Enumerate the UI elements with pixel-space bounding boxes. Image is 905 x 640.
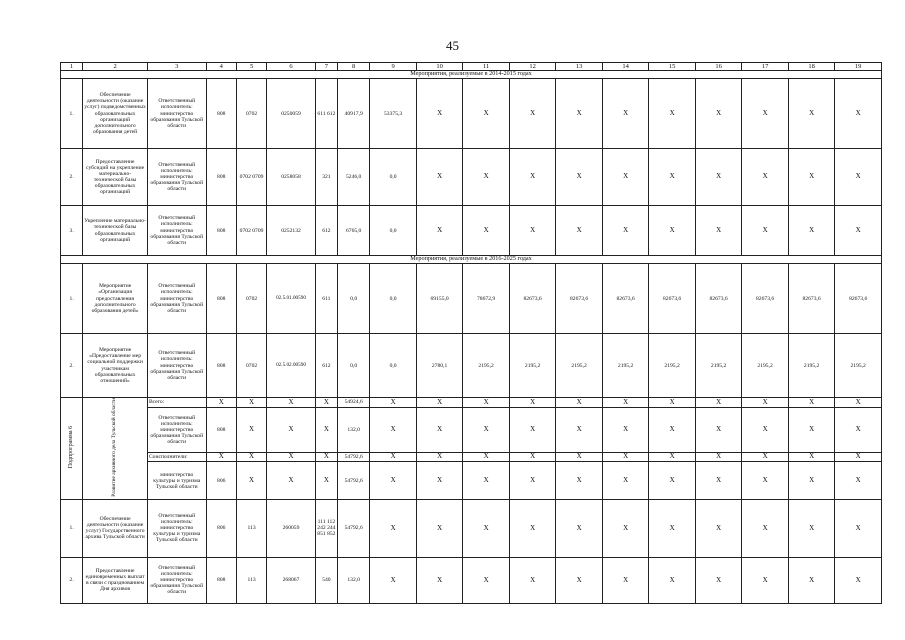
cell: 260059 <box>267 499 316 557</box>
x-mark: Х <box>649 407 696 452</box>
co-executors-label: Соисполнители: <box>147 452 206 462</box>
x-mark: Х <box>602 79 649 149</box>
x-mark: Х <box>463 407 510 452</box>
total-label: Всего: <box>147 398 206 408</box>
row-number: 1. <box>61 264 83 334</box>
executor: Ответственный исполнитель: министерство образования Тульской области <box>147 334 206 398</box>
col-num: 18 <box>788 63 835 71</box>
column-number-row <box>61 63 882 71</box>
cell: 54792,6 <box>338 499 370 557</box>
x-mark: Х <box>788 499 835 557</box>
cell: 0,0 <box>370 264 417 334</box>
x-mark: Х <box>695 462 742 499</box>
event-name: Предоставление единовременных выплат в связи с празднованием Дня архивов <box>83 557 148 603</box>
executor: Ответственный исполнитель: министерство культуры и туризма Тульской области <box>147 499 206 557</box>
table-row <box>61 557 882 603</box>
x-mark: Х <box>695 407 742 452</box>
x-mark: Х <box>236 452 266 462</box>
x-mark: Х <box>509 407 556 452</box>
x-mark: Х <box>649 499 696 557</box>
x-mark: Х <box>509 206 556 256</box>
cell: 0258058 <box>267 149 316 206</box>
x-mark: Х <box>509 452 556 462</box>
cell: 53375,3 <box>370 79 417 149</box>
cell: 0702 <box>236 334 266 398</box>
x-mark: Х <box>463 499 510 557</box>
cell: 0,0 <box>370 149 417 206</box>
cell: 321 <box>315 149 337 206</box>
event-name: Укрепление материально-технической базы образовательных организаций <box>83 206 148 256</box>
value-cell: 82673,6 <box>649 264 696 334</box>
x-mark: Х <box>267 398 316 408</box>
cell: 0702 0709 <box>236 206 266 256</box>
x-mark: Х <box>556 398 603 408</box>
x-mark: Х <box>695 398 742 408</box>
x-mark: Х <box>463 452 510 462</box>
cell: 0,0 <box>338 264 370 334</box>
x-mark: Х <box>370 499 417 557</box>
x-mark: Х <box>509 557 556 603</box>
co-executors-value: 54792,6 <box>338 452 370 462</box>
x-mark: Х <box>463 557 510 603</box>
x-mark: Х <box>788 407 835 452</box>
x-mark: Х <box>463 206 510 256</box>
co-executors-row <box>61 452 882 462</box>
col-num: 12 <box>509 63 556 71</box>
x-mark: Х <box>236 398 266 408</box>
event-name: Мероприятие «Организация предоставления дополнительного образования детей» <box>83 264 148 334</box>
subprogram-name: Развитие архивного дела Тульской области <box>83 398 148 500</box>
row-number: 1. <box>61 79 83 149</box>
x-mark: Х <box>742 499 789 557</box>
value-cell: 2780,1 <box>416 334 463 398</box>
col-num: 16 <box>695 63 742 71</box>
x-mark: Х <box>370 407 417 452</box>
x-mark: Х <box>695 79 742 149</box>
col-num: 5 <box>236 63 266 71</box>
cell: 611 612 <box>315 79 337 149</box>
cell: 0252132 <box>267 206 316 256</box>
x-mark: Х <box>835 452 882 462</box>
x-mark: Х <box>742 398 789 408</box>
x-mark: Х <box>416 79 463 149</box>
x-mark: Х <box>556 452 603 462</box>
cell: 0702 0709 <box>236 149 266 206</box>
cell: 268067 <box>267 557 316 603</box>
cell: 0702 <box>236 264 266 334</box>
event-name: Предоставление субсидий на укрепление материально-технической базы образовательных организаций <box>83 149 148 206</box>
x-mark: Х <box>236 407 266 452</box>
x-mark: Х <box>416 557 463 603</box>
col-num: 4 <box>206 63 236 71</box>
x-mark: Х <box>315 407 337 452</box>
executor: министерство культуры и туризма Тульской области <box>147 462 206 499</box>
executor: Ответственный исполнитель: министерство образования Тульской области <box>147 206 206 256</box>
x-mark: Х <box>267 407 316 452</box>
value-cell: 82673,6 <box>742 264 789 334</box>
x-mark: Х <box>649 452 696 462</box>
x-mark: Х <box>463 462 510 499</box>
cell: 808 <box>206 407 236 452</box>
x-mark: Х <box>416 452 463 462</box>
table-row <box>61 79 882 149</box>
row-number: 1. <box>61 499 83 557</box>
value-cell: 78672,9 <box>463 264 510 334</box>
x-mark: Х <box>556 79 603 149</box>
cell: 612 <box>315 206 337 256</box>
x-mark: Х <box>602 462 649 499</box>
value-cell: 2195,2 <box>649 334 696 398</box>
x-mark: Х <box>742 206 789 256</box>
x-mark: Х <box>835 557 882 603</box>
x-mark: Х <box>370 452 417 462</box>
cell: 611 <box>315 264 337 334</box>
x-mark: Х <box>742 79 789 149</box>
section-title: Мероприятия, реализуемые в 2016-2025 годах <box>61 256 882 264</box>
value-cell: 69155,0 <box>416 264 463 334</box>
x-mark: Х <box>835 79 882 149</box>
x-mark: Х <box>556 206 603 256</box>
cell: 5246,0 <box>338 149 370 206</box>
cell: 132,0 <box>338 407 370 452</box>
x-mark: Х <box>742 149 789 206</box>
x-mark: Х <box>835 499 882 557</box>
col-num: 6 <box>267 63 316 71</box>
x-mark: Х <box>649 79 696 149</box>
table-row <box>61 334 882 398</box>
cell: 113 <box>236 557 266 603</box>
event-name: Обеспечение деятельности (оказание услуг) подведомственных образовательных организаций дополнительного образования детей <box>83 79 148 149</box>
executor: Ответственный исполнитель: министерство образования Тульской области <box>147 407 206 452</box>
value-cell: 82673,6 <box>556 264 603 334</box>
x-mark: Х <box>267 462 316 499</box>
x-mark: Х <box>463 398 510 408</box>
cell: 02.5.02.00590 <box>267 334 316 398</box>
x-mark: Х <box>788 557 835 603</box>
col-num: 17 <box>742 63 789 71</box>
x-mark: Х <box>463 79 510 149</box>
cell: 808 <box>206 557 236 603</box>
x-mark: Х <box>835 206 882 256</box>
cell: 612 <box>315 334 337 398</box>
event-name: Обеспечение деятельности (оказание услуг) Государственного архива Тульской области <box>83 499 148 557</box>
x-mark: Х <box>695 452 742 462</box>
cell: 6765,0 <box>338 206 370 256</box>
cell: 808 <box>206 149 236 206</box>
cell: 132,0 <box>338 557 370 603</box>
x-mark: Х <box>509 398 556 408</box>
value-cell: 2195,2 <box>556 334 603 398</box>
cell: 02.5.01.00590 <box>267 264 316 334</box>
value-cell: 2195,2 <box>742 334 789 398</box>
subprogram-total-row <box>61 398 882 408</box>
x-mark: Х <box>602 398 649 408</box>
x-mark: Х <box>742 462 789 499</box>
table-row <box>61 499 882 557</box>
col-num: 15 <box>649 63 696 71</box>
x-mark: Х <box>370 398 417 408</box>
x-mark: Х <box>509 79 556 149</box>
table-row <box>61 264 882 334</box>
x-mark: Х <box>556 557 603 603</box>
x-mark: Х <box>206 398 236 408</box>
executor: Ответственный исполнитель: министерство образования Тульской области <box>147 557 206 603</box>
x-mark: Х <box>556 407 603 452</box>
col-num: 19 <box>835 63 882 71</box>
x-mark: Х <box>602 557 649 603</box>
x-mark: Х <box>835 462 882 499</box>
table-row <box>61 149 882 206</box>
cell: 0702 <box>236 79 266 149</box>
x-mark: Х <box>788 206 835 256</box>
value-cell: 2195,2 <box>788 334 835 398</box>
x-mark: Х <box>602 452 649 462</box>
x-mark: Х <box>788 398 835 408</box>
table-row <box>61 407 882 452</box>
cell: 806 <box>206 499 236 557</box>
executor: Ответственный исполнитель: министерство образования Тульской области <box>147 79 206 149</box>
value-cell: 82673,6 <box>695 264 742 334</box>
cell: 808 <box>206 206 236 256</box>
cell: 0250059 <box>267 79 316 149</box>
cell: 111 112 242 244 851 852 <box>315 499 337 557</box>
row-number: 2. <box>61 334 83 398</box>
x-mark: Х <box>370 557 417 603</box>
col-num: 3 <box>147 63 206 71</box>
cell: 808 <box>206 334 236 398</box>
subprogram-label: Подпрограмма 6 <box>61 398 83 500</box>
cell: 540 <box>315 557 337 603</box>
executor: Ответственный исполнитель: министерство образования Тульской области <box>147 149 206 206</box>
col-num: 1 <box>61 63 83 71</box>
x-mark: Х <box>788 149 835 206</box>
x-mark: Х <box>236 462 266 499</box>
page-number: 45 <box>446 38 459 53</box>
value-cell: 2195,2 <box>835 334 882 398</box>
x-mark: Х <box>695 557 742 603</box>
col-num: 13 <box>556 63 603 71</box>
table-row <box>61 206 882 256</box>
x-mark: Х <box>206 452 236 462</box>
x-mark: Х <box>835 149 882 206</box>
cell: 40917,9 <box>338 79 370 149</box>
x-mark: Х <box>695 206 742 256</box>
x-mark: Х <box>315 462 337 499</box>
value-cell: 2195,2 <box>463 334 510 398</box>
x-mark: Х <box>742 557 789 603</box>
total-value: 54924,6 <box>338 398 370 408</box>
col-num: 14 <box>602 63 649 71</box>
value-cell: 82673,6 <box>602 264 649 334</box>
x-mark: Х <box>602 149 649 206</box>
budget-table <box>60 62 882 604</box>
x-mark: Х <box>315 398 337 408</box>
x-mark: Х <box>835 398 882 408</box>
section-title: Мероприятия, реализуемые в 2014-2015 годах <box>61 71 882 79</box>
x-mark: Х <box>649 557 696 603</box>
col-num: 9 <box>370 63 417 71</box>
x-mark: Х <box>509 499 556 557</box>
cell: 806 <box>206 462 236 499</box>
table-row <box>61 462 882 499</box>
x-mark: Х <box>416 398 463 408</box>
x-mark: Х <box>416 149 463 206</box>
x-mark: Х <box>556 462 603 499</box>
value-cell: 2195,2 <box>509 334 556 398</box>
value-cell: 82673,6 <box>509 264 556 334</box>
event-name: Мероприятие «Предоставление мер социальной поддержки участникам образовательных отношений» <box>83 334 148 398</box>
x-mark: Х <box>556 499 603 557</box>
x-mark: Х <box>370 462 417 499</box>
executor: Ответственный исполнитель: министерство образования Тульской области <box>147 264 206 334</box>
x-mark: Х <box>649 206 696 256</box>
cell: 113 <box>236 499 266 557</box>
col-num: 8 <box>338 63 370 71</box>
cell: 0,0 <box>370 206 417 256</box>
col-num: 11 <box>463 63 510 71</box>
x-mark: Х <box>788 452 835 462</box>
x-mark: Х <box>416 206 463 256</box>
value-cell: 2195,2 <box>602 334 649 398</box>
value-cell: 82673,6 <box>788 264 835 334</box>
x-mark: Х <box>835 407 882 452</box>
x-mark: Х <box>463 149 510 206</box>
x-mark: Х <box>315 452 337 462</box>
x-mark: Х <box>649 462 696 499</box>
col-num: 7 <box>315 63 337 71</box>
x-mark: Х <box>556 149 603 206</box>
x-mark: Х <box>649 398 696 408</box>
x-mark: Х <box>416 407 463 452</box>
cell: 808 <box>206 264 236 334</box>
x-mark: Х <box>602 407 649 452</box>
cell: 808 <box>206 79 236 149</box>
x-mark: Х <box>695 499 742 557</box>
value-cell: 82673,6 <box>835 264 882 334</box>
x-mark: Х <box>742 407 789 452</box>
row-number: 2. <box>61 557 83 603</box>
x-mark: Х <box>602 206 649 256</box>
x-mark: Х <box>695 149 742 206</box>
x-mark: Х <box>509 149 556 206</box>
x-mark: Х <box>416 462 463 499</box>
col-num: 2 <box>83 63 148 71</box>
cell: 0,0 <box>370 334 417 398</box>
x-mark: Х <box>509 462 556 499</box>
x-mark: Х <box>267 452 316 462</box>
col-num: 10 <box>416 63 463 71</box>
x-mark: Х <box>788 79 835 149</box>
row-number: 3. <box>61 206 83 256</box>
x-mark: Х <box>416 499 463 557</box>
cell: 54792,6 <box>338 462 370 499</box>
x-mark: Х <box>742 452 789 462</box>
row-number: 2. <box>61 149 83 206</box>
x-mark: Х <box>649 149 696 206</box>
cell: 0,0 <box>338 334 370 398</box>
value-cell: 2195,2 <box>695 334 742 398</box>
x-mark: Х <box>602 499 649 557</box>
x-mark: Х <box>788 462 835 499</box>
